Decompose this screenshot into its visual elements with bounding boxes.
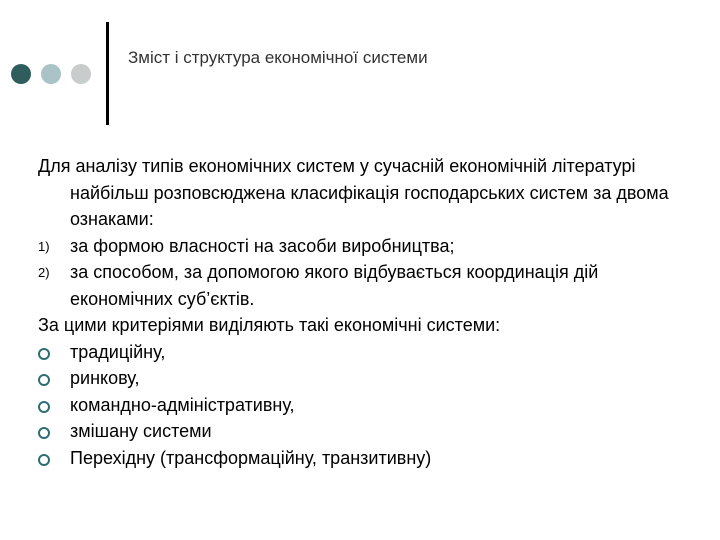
intro-paragraph: Для аналізу типів економічних систем у сучасній економічній літературі найбільш розповсюджена класифікація господарських систем за двома ознаками: <box>38 156 669 229</box>
lead-paragraph: За цими критеріями виділяють такі економічні системи: <box>38 315 501 335</box>
circle-bullet-icon <box>38 374 50 386</box>
decorative-dots <box>11 64 93 86</box>
numbered-item <box>38 259 698 312</box>
dot-light <box>71 64 91 84</box>
dot-medium <box>41 64 61 84</box>
bullet-item <box>38 339 698 366</box>
numbered-item <box>38 233 698 260</box>
numbered-item-text: за способом, за допомогою якого відбувається координація дій економічних суб’єктів. <box>70 262 599 309</box>
bullet-item <box>38 365 698 392</box>
dot-dark <box>11 64 31 84</box>
bullet-text: традиційну, <box>70 341 166 362</box>
numbered-item-text: за формою власності на засоби виробництва; <box>70 235 455 256</box>
bullet-text: змішану системи <box>70 421 212 441</box>
bullet-item <box>38 445 698 472</box>
circle-bullet-icon <box>38 454 50 466</box>
list-number: 2) <box>38 265 50 280</box>
title-divider <box>106 22 109 125</box>
circle-bullet-icon <box>38 427 50 439</box>
list-number: 1) <box>38 238 50 254</box>
circle-bullet-icon <box>38 401 50 413</box>
bullet-text: Перехідну (трансформаційну, транзитивну) <box>70 447 432 468</box>
bullet-text: ринкову, <box>70 368 140 388</box>
bullet-text: командно-адміністративну, <box>70 394 295 415</box>
slide-title: Зміст і структура економічної системи <box>128 48 428 67</box>
circle-bullet-icon <box>38 348 50 360</box>
bullet-item <box>38 392 698 419</box>
slide-body <box>38 153 698 471</box>
bullet-item <box>38 418 698 445</box>
